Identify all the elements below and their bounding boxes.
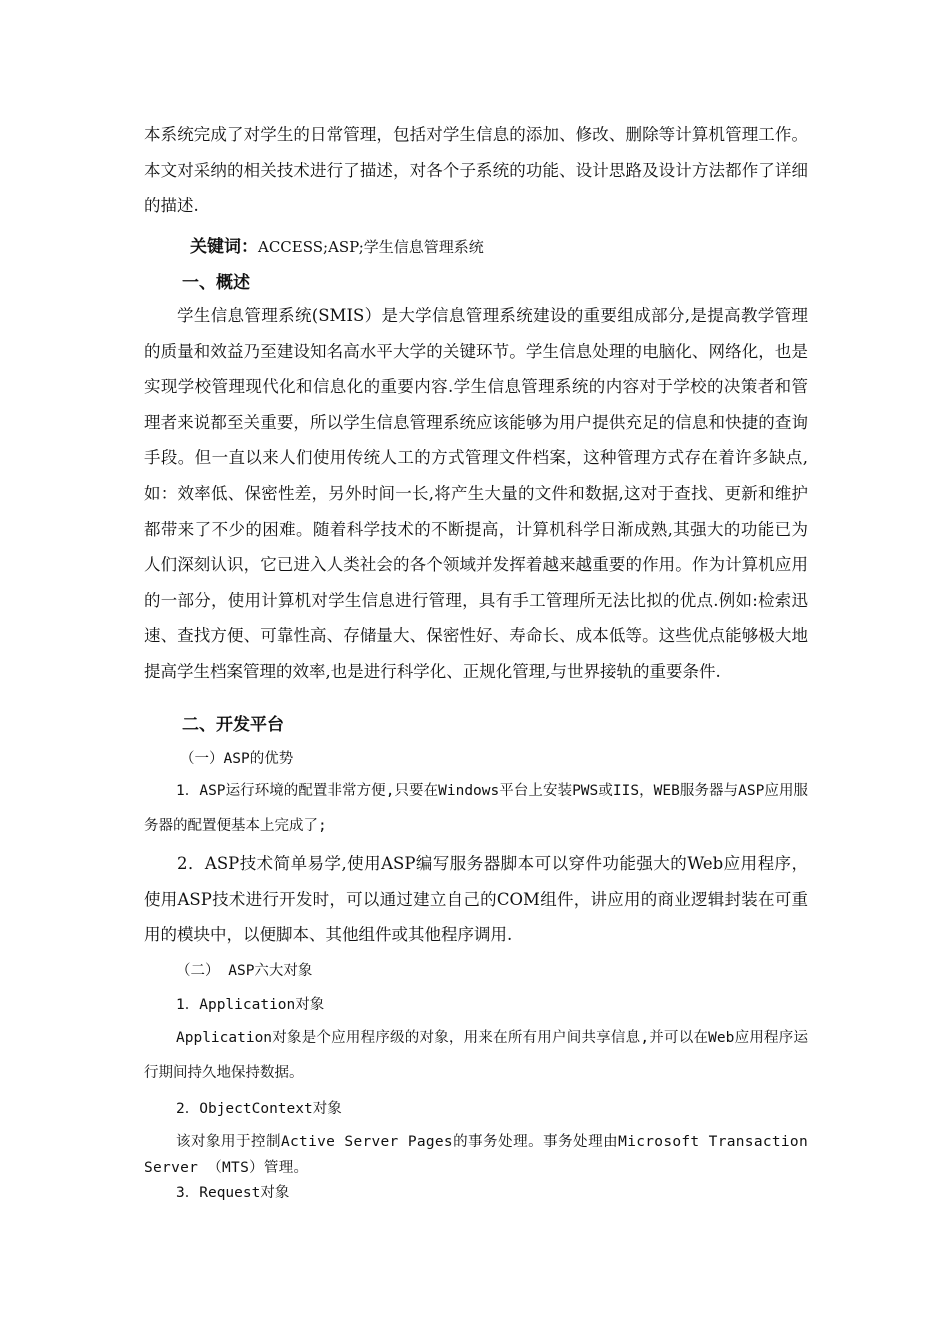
- object-title-objectcontext: 2．ObjectContext对象: [176, 1101, 342, 1117]
- asp-advantage-item-1: 1．ASP运行环境的配置非常方便,只要在Windows平台上安装PWS或IIS，WEB服务器与ASP应用服务器的配置便基本上完成了;: [144, 783, 808, 834]
- overview-paragraph: 学生信息管理系统(SMIS）是大学信息管理系统建设的重要组成部分,是提高教学管理的质量和效益乃至建设知名高水平大学的关键环节。学生信息处理的电脑化、网络化，也是实现学校管理现代化和信息化的重要内容.学生信息管理系统的内容对于学校的决策者和管理者来说都至关重要，所以学生信息管理系统应该能够为用户提供充足的信息和快捷的查询手段。但一直以来人们使用传统人工的方式管理文件档案，这种管理方式存在着许多缺点,如：效率低、保密性差，另外时间一长,将产生大量的文件和数据,这对于查找、更新和维护都带来了不少的困难。随着科学技术的不断提高，计算机科学日渐成熟,其强大的功能已为人们深刻认识，它已进入人类社会的各个领域并发挥着越来越重要的作用。作为计算机应用的一部分，使用计算机对学生信息进行管理，具有手工管理所无法比拟的优点.例如:检索迅速、查找方便、可靠性高、存储量大、保密性好、寿命长、成本低等。这些优点能够极大地提高学生档案管理的效率,也是进行科学化、正规化管理,与世界接轨的重要条件.: [144, 306, 808, 681]
- object-title-application: 1．Application对象: [176, 997, 325, 1013]
- object-desc-application: Application对象是个应用程序级的对象，用来在所有用户间共享信息,并可以在Web应用程序运行期间持久地保持数据。: [144, 1030, 808, 1081]
- keywords-value: ACCESS;ASP;学生信息管理系统: [258, 238, 484, 256]
- subsection-title-asp-objects: （二） ASP六大对象: [176, 963, 313, 979]
- object-title-request: 3．Request对象: [176, 1185, 290, 1201]
- subsection-title-asp-advantages: （一）ASP的优势: [180, 751, 294, 767]
- keywords-label: 关键词：: [190, 237, 258, 257]
- object-desc-objectcontext: 该对象用于控制Active Server Pages的事务处理。事务处理由Microsoft Transaction Server （MTS）管理。: [144, 1134, 808, 1176]
- asp-advantage-item-2: 2．ASP技术简单易学,使用ASP编写服务器脚本可以穿件功能强大的Web应用程序，使用ASP技术进行开发时，可以通过建立自己的COM组件，讲应用的商业逻辑封装在可重用的模块中，以便脚本、其他组件或其他程序调用.: [144, 854, 808, 945]
- section-heading-platform: 二、开发平台: [182, 715, 284, 735]
- keywords-line: [190, 234, 810, 260]
- abstract-paragraph: 本系统完成了对学生的日常管理，包括对学生信息的添加、修改、删除等计算机管理工作。本文对采纳的相关技术进行了描述，对各个子系统的功能、设计思路及设计方法都作了详细的描述.: [144, 125, 808, 216]
- section-heading-overview: 一、概述: [182, 273, 250, 293]
